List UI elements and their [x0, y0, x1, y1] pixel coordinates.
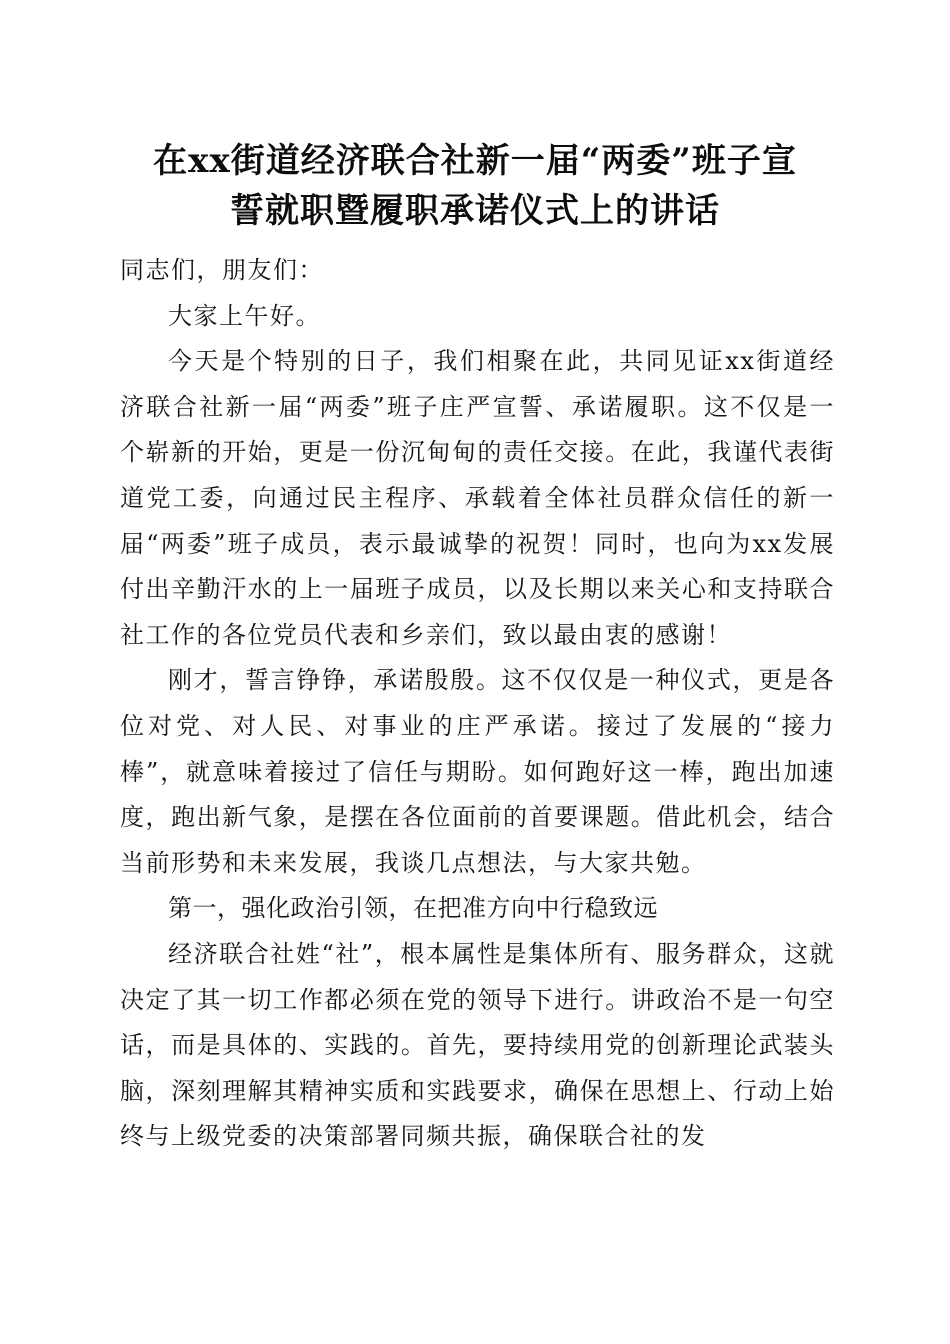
paragraph-opening: 今天是个特别的日子，我们相聚在此，共同见证xx街道经济联合社新一届“两委”班子庄严宣誓、承诺履职。这不仅是一个崭新的开始，更是一份沉甸甸的责任交接。在此，我谨代表街道党工委，向通过民主程序、承载着全体社员群众信任的新一届“两委”班子成员，表示最诚挚的祝贺！同时，也向为xx发展付出辛勤汗水的上一届班子成员，以及长期以来关心和支持联合社工作的各位党员代表和乡亲们，致以最由衷的感谢！	[120, 347, 835, 649]
document-body	[120, 248, 835, 1160]
title-line-2: 誓就职暨履职承诺仪式上的讲话	[230, 191, 720, 231]
paragraph-greeting: 大家上午好。	[168, 301, 321, 330]
salutation: 同志们，朋友们：	[120, 256, 324, 284]
section-paragraph: 经济联合社姓“社”，根本属性是集体所有、服务群众，这就决定了其一切工作都必须在党的领导下进行。讲政治不是一句空话，而是具体的、实践的。首先，要持续用党的创新理论武装头脑，深刻理解其精神实质和实践要求，确保在思想上、行动上始终与上级党委的决策部署同频共振，确保联合社的发	[120, 939, 835, 1151]
paragraph-oath: 刚才，誓言铮铮，承诺殷殷。这不仅仅是一种仪式，更是各位对党、对人民、对事业的庄严承诺。接过了发展的“接力棒”，就意味着接过了信任与期盼。如何跑好这一棒，跑出加速度，跑出新气象，是摆在各位面前的首要课题。借此机会，结合当前形势和未来发展，我谈几点想法，与大家共勉。	[120, 666, 835, 877]
section-heading: 第一，强化政治引领，在把准方向中行稳致远	[168, 894, 658, 923]
title-line-1: 在xx街道经济联合社新一届“两委”班子宣	[153, 141, 797, 181]
document-title	[110, 136, 840, 236]
